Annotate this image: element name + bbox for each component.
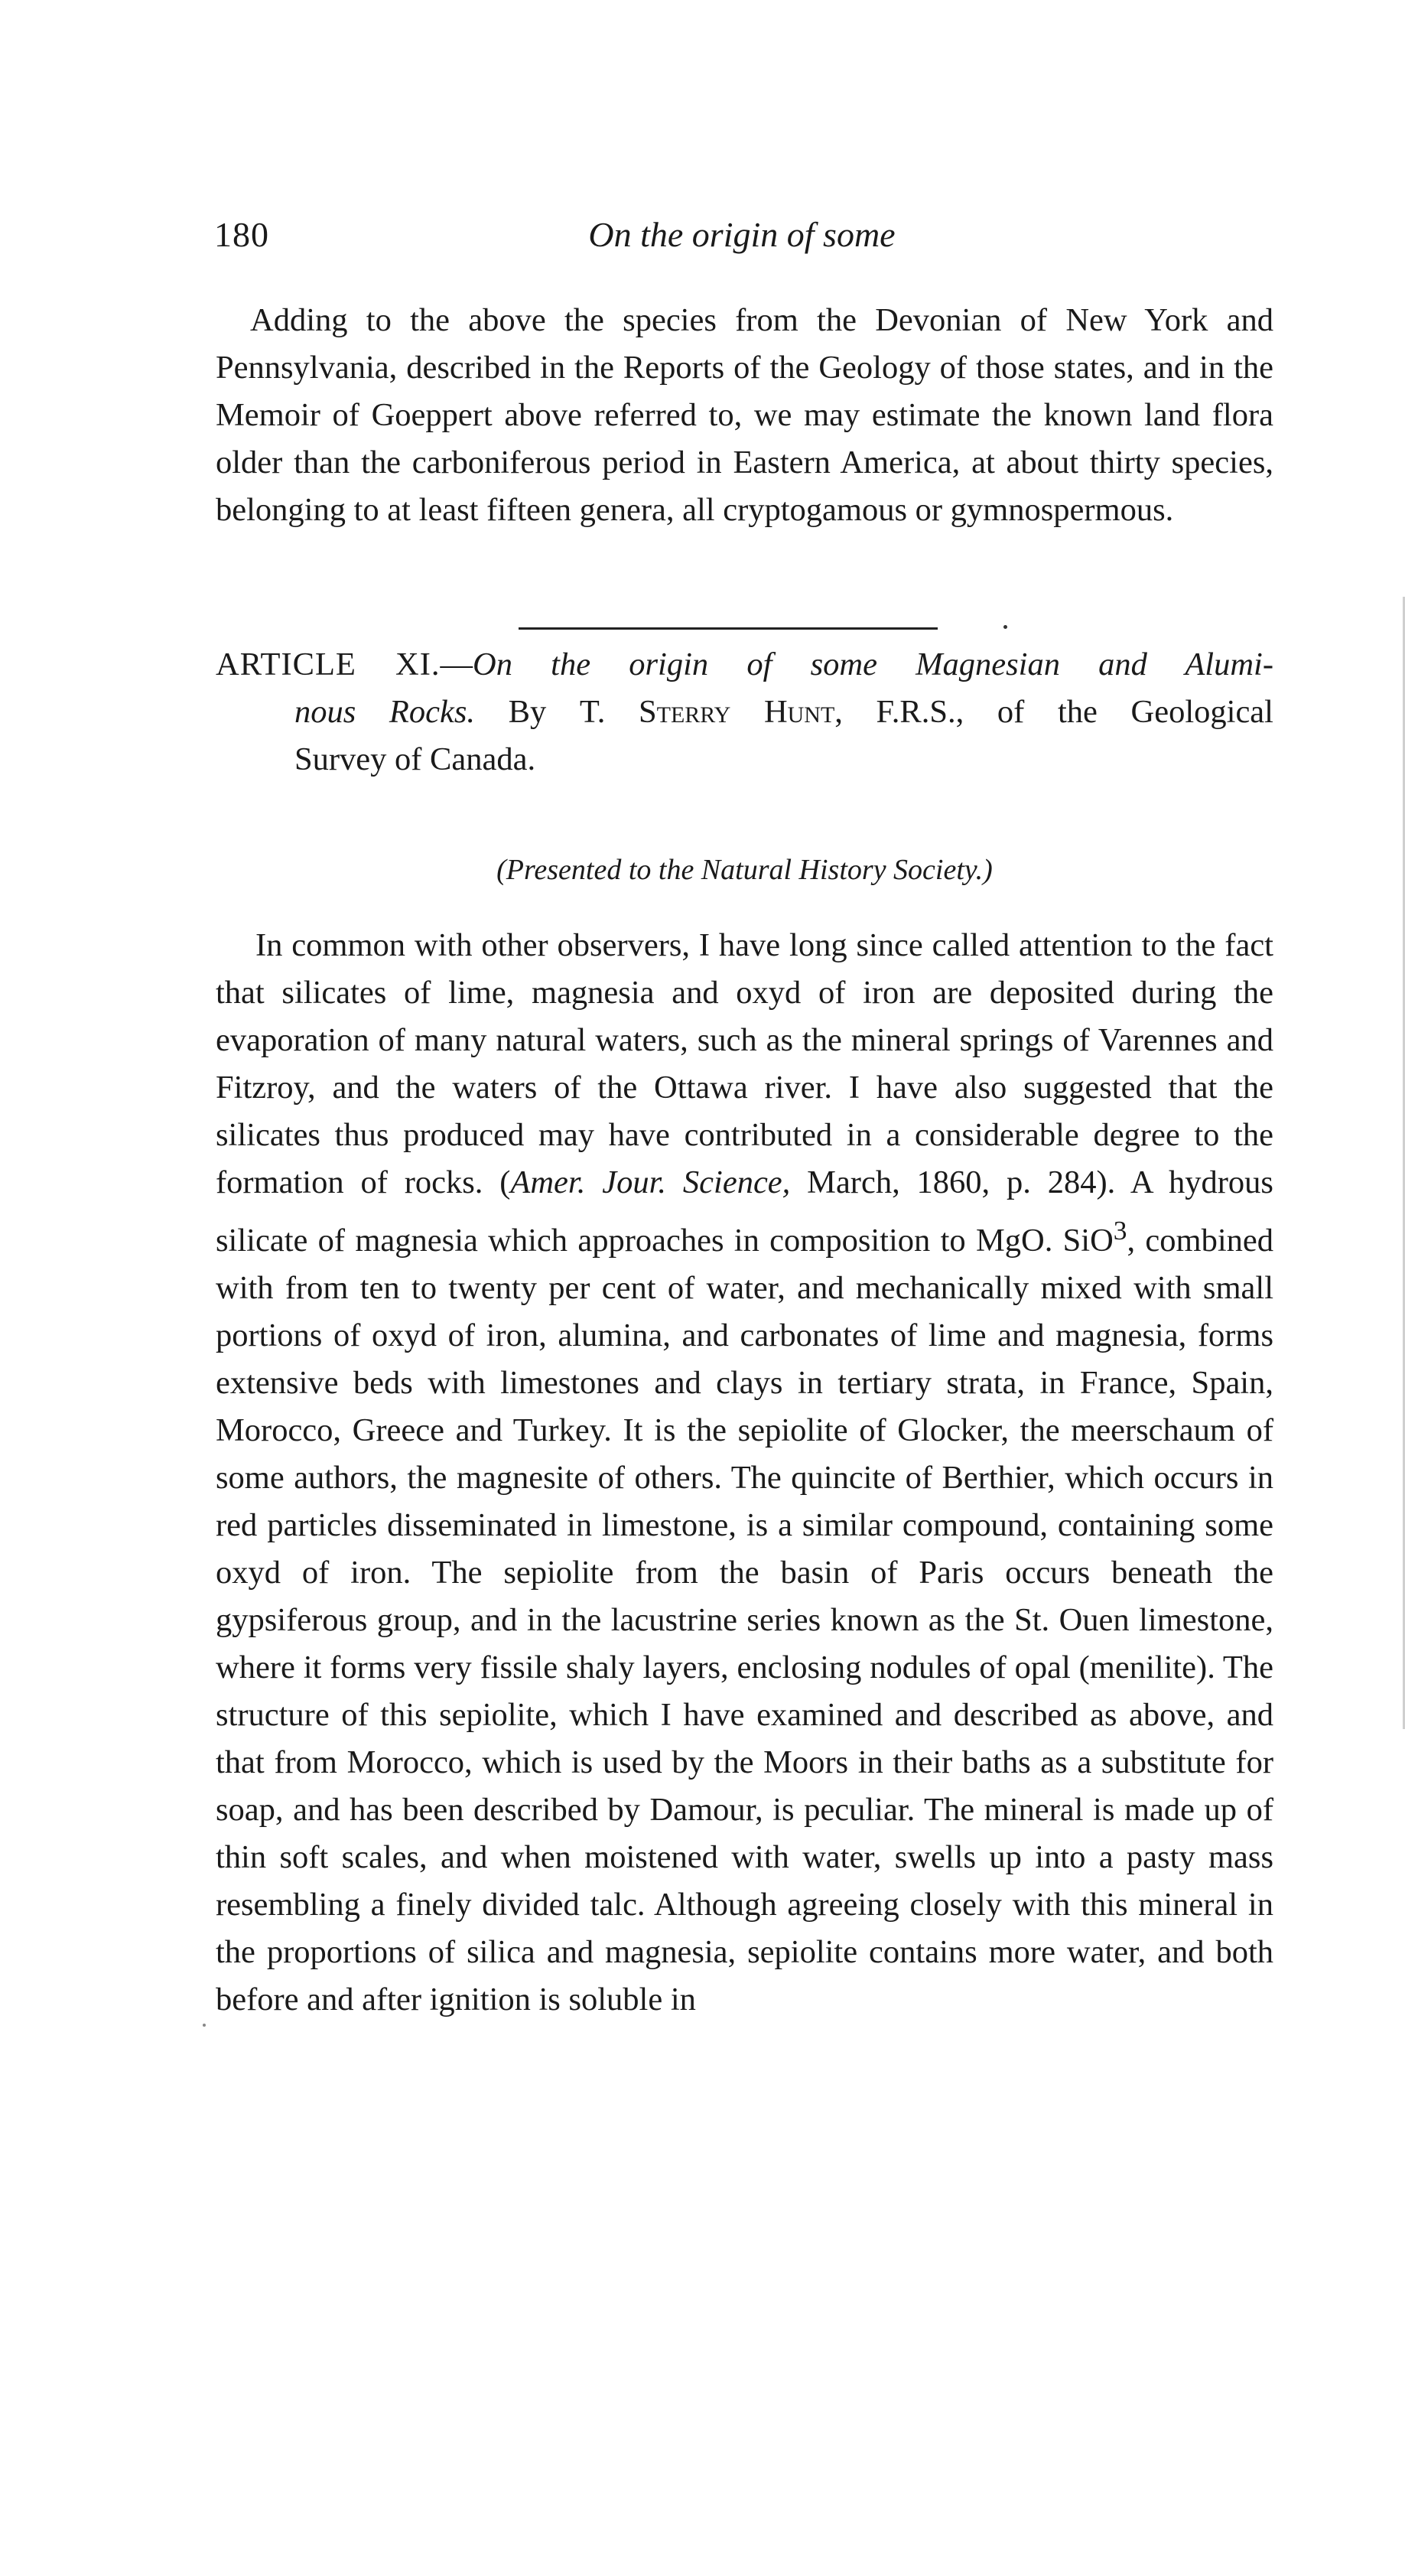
scan-dot	[1003, 625, 1007, 629]
article-affiliation: Survey of Canada.	[294, 741, 536, 777]
article-heading-line-2	[216, 689, 1273, 736]
article-dash: —	[440, 646, 473, 682]
page-number: 180	[214, 215, 269, 254]
paragraph-text-part-1: In common with other observers, I have long since called attention to the fact that silicates of lime, magnesia and oxyd of iron are deposited during the evaporation of many natural waters, such as the mineral springs of Varennes and Fitzroy, and the waters of the Ottawa river. I have also suggested that the silicates thus produced may have contributed in a considerable degree to the formation of rocks. (	[216, 927, 1273, 1200]
article-heading	[216, 641, 1273, 783]
paragraph-silicates	[216, 922, 1273, 2024]
paragraph-text-part-2: March, 1860, p. 284). A hydrous silicate of magnesia which approaches in composition to MgO. SiO	[216, 1164, 1273, 1259]
article-by: By	[508, 694, 547, 730]
article-title-line-2: nous Rocks.	[294, 694, 476, 730]
scan-speck	[203, 2024, 206, 2027]
section-divider-rule	[519, 627, 938, 630]
running-title: On the origin of some	[588, 215, 896, 254]
article-label: ARTICLE XI.	[216, 646, 441, 682]
article-author: T. Sterry Hunt	[579, 694, 835, 730]
presented-note: (Presented to the Natural History Society.)	[496, 854, 993, 886]
paragraph-devonian-flora: Adding to the above the species from the Devonian of New York and Pennsylvania, described in the Reports of the Geology of those states, and in the Memoir of Goeppert above referred to, we may estimate the known land flora older than the carboniferous period in Eastern America, at about thirty species, belonging to at least fifteen genera, all cryptogamous or gymnospermous.	[216, 302, 1273, 528]
article-credentials: , F.R.S., of the Geological	[834, 694, 1273, 730]
running-header	[214, 214, 1270, 260]
article-heading-line-1	[216, 641, 1273, 689]
article-title-line-1: On the origin of some Magnesian and Alumi-	[473, 646, 1273, 682]
paragraph-text-part-3: , combined with from ten to twenty per cent of water, and mechanically mixed with small portions of oxyd of iron, alumina, and carbonates of lime and magnesia, forms extensive beds with limestones and clays in tertiary strata, in France, Spain, Morocco, Greece and Turkey. It is the sepiolite of Glocker, the meerschaum of some authors, the magnesite of others. The quincite of Berthier, which occurs in red particles disseminated in limestone, is a similar compound, containing some oxyd of iron. The sepiolite from the basin of Paris occurs beneath the gypsiferous group, and in the lacustrine series known as the St. Ouen limestone, where it forms very fissile shaly layers, enclosing nodules of opal (menilite). The structure of this sepiolite, which I have examined and described as above, and that from Morocco, which is used by the Moors in their baths as a substitute for soap, and has been described by Damour, is peculiar. The mineral is made up of thin soft scales, and when moistened with water, swells up into a pasty mass resembling a finely divided talc. Although agreeing closely with this mineral in the proportions of silica and magnesia, sepiolite contains more water, and both before and after ignition is soluble in	[216, 1223, 1274, 2018]
citation-journal: Amer. Jour. Science,	[510, 1164, 791, 1200]
formula-superscript: 3	[1113, 1215, 1127, 1246]
